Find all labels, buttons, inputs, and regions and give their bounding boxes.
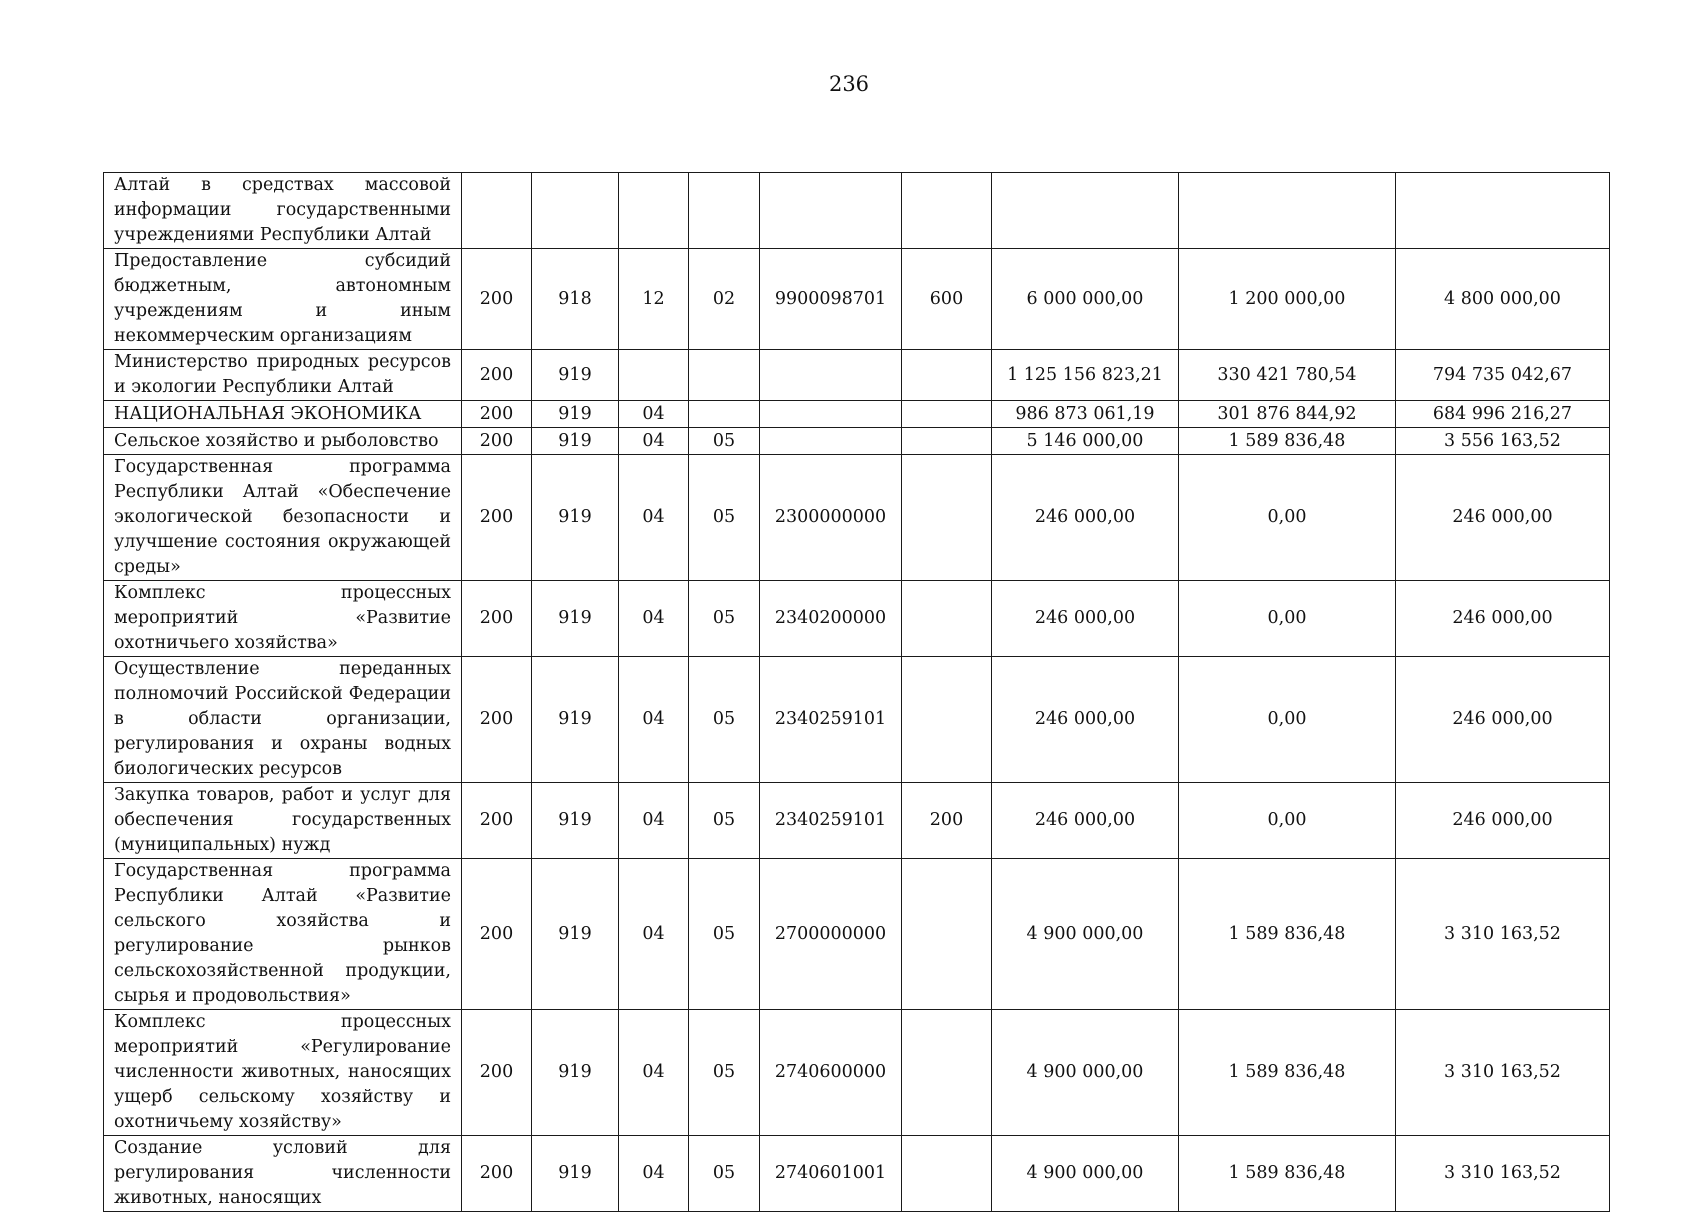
code-cell-c2: 919 bbox=[532, 401, 619, 428]
amount-cell-a2 bbox=[1179, 173, 1396, 249]
row-name-cell: Алтай в средствах массовой информации государственными учреждениями Республики Алтай bbox=[104, 173, 462, 249]
code-cell-c1: 200 bbox=[462, 428, 532, 455]
amount-cell-a2: 0,00 bbox=[1179, 455, 1396, 581]
code-cell-c2: 919 bbox=[532, 859, 619, 1010]
amount-cell-a2: 1 200 000,00 bbox=[1179, 249, 1396, 350]
table-row bbox=[104, 455, 1610, 581]
code-cell-c1: 200 bbox=[462, 249, 532, 350]
row-name-cell: Государственная программа Республики Алтай «Обеспечение экологической безопасности и улучшение состояния окружающей среды» bbox=[104, 455, 462, 581]
code-cell-c5 bbox=[760, 350, 902, 401]
amount-cell-a3: 246 000,00 bbox=[1396, 783, 1610, 859]
amount-cell-a2: 1 589 836,48 bbox=[1179, 1010, 1396, 1136]
code-cell-c2: 919 bbox=[532, 1136, 619, 1212]
table-row bbox=[104, 783, 1610, 859]
row-name-cell: НАЦИОНАЛЬНАЯ ЭКОНОМИКА bbox=[104, 401, 462, 428]
code-cell-c6 bbox=[902, 657, 992, 783]
row-name-cell: Предоставление субсидий бюджетным, автономным учреждениям и иным некоммерческим организациям bbox=[104, 249, 462, 350]
code-cell-c4 bbox=[689, 350, 760, 401]
code-cell-c3: 04 bbox=[619, 428, 689, 455]
amount-cell-a3: 794 735 042,67 bbox=[1396, 350, 1610, 401]
table-row bbox=[104, 859, 1610, 1010]
code-cell-c3: 12 bbox=[619, 249, 689, 350]
row-name-cell: Комплекс процессных мероприятий «Регулирование численности животных, наносящих ущерб сельскому хозяйству и охотничьему хозяйству» bbox=[104, 1010, 462, 1136]
table-row bbox=[104, 657, 1610, 783]
code-cell-c6 bbox=[902, 1136, 992, 1212]
amount-cell-a1 bbox=[992, 173, 1179, 249]
row-name-cell: Создание условий для регулирования численности животных, наносящих bbox=[104, 1136, 462, 1212]
code-cell-c5 bbox=[760, 173, 902, 249]
amount-cell-a3: 4 800 000,00 bbox=[1396, 249, 1610, 350]
code-cell-c2: 919 bbox=[532, 455, 619, 581]
amount-cell-a1: 986 873 061,19 bbox=[992, 401, 1179, 428]
amount-cell-a3: 3 556 163,52 bbox=[1396, 428, 1610, 455]
amount-cell-a3: 246 000,00 bbox=[1396, 455, 1610, 581]
code-cell-c2: 919 bbox=[532, 657, 619, 783]
code-cell-c6 bbox=[902, 173, 992, 249]
row-name-cell: Сельское хозяйство и рыболовство bbox=[104, 428, 462, 455]
table-row bbox=[104, 350, 1610, 401]
code-cell-c3 bbox=[619, 173, 689, 249]
code-cell-c3: 04 bbox=[619, 657, 689, 783]
code-cell-c6 bbox=[902, 859, 992, 1010]
code-cell-c3 bbox=[619, 350, 689, 401]
amount-cell-a1: 6 000 000,00 bbox=[992, 249, 1179, 350]
amount-cell-a2: 0,00 bbox=[1179, 581, 1396, 657]
code-cell-c1: 200 bbox=[462, 581, 532, 657]
code-cell-c1: 200 bbox=[462, 401, 532, 428]
amount-cell-a1: 246 000,00 bbox=[992, 455, 1179, 581]
code-cell-c4: 05 bbox=[689, 1136, 760, 1212]
code-cell-c3: 04 bbox=[619, 783, 689, 859]
code-cell-c1: 200 bbox=[462, 1136, 532, 1212]
amount-cell-a2: 1 589 836,48 bbox=[1179, 1136, 1396, 1212]
amount-cell-a3: 246 000,00 bbox=[1396, 581, 1610, 657]
code-cell-c3: 04 bbox=[619, 1010, 689, 1136]
amount-cell-a1: 4 900 000,00 bbox=[992, 859, 1179, 1010]
code-cell-c2: 919 bbox=[532, 1010, 619, 1136]
amount-cell-a3: 246 000,00 bbox=[1396, 657, 1610, 783]
table-row bbox=[104, 428, 1610, 455]
table-row bbox=[104, 1136, 1610, 1212]
amount-cell-a1: 246 000,00 bbox=[992, 581, 1179, 657]
code-cell-c6 bbox=[902, 350, 992, 401]
code-cell-c4: 02 bbox=[689, 249, 760, 350]
code-cell-c1: 200 bbox=[462, 859, 532, 1010]
code-cell-c4: 05 bbox=[689, 581, 760, 657]
code-cell-c5: 2340259101 bbox=[760, 783, 902, 859]
code-cell-c4: 05 bbox=[689, 657, 760, 783]
amount-cell-a3: 684 996 216,27 bbox=[1396, 401, 1610, 428]
code-cell-c6: 600 bbox=[902, 249, 992, 350]
table-row bbox=[104, 581, 1610, 657]
row-name-cell: Министерство природных ресурсов и экологии Республики Алтай bbox=[104, 350, 462, 401]
code-cell-c3: 04 bbox=[619, 581, 689, 657]
table-row bbox=[104, 173, 1610, 249]
code-cell-c6: 200 bbox=[902, 783, 992, 859]
amount-cell-a3: 3 310 163,52 bbox=[1396, 1010, 1610, 1136]
row-name-cell: Комплекс процессных мероприятий «Развитие охотничьего хозяйства» bbox=[104, 581, 462, 657]
code-cell-c5: 9900098701 bbox=[760, 249, 902, 350]
code-cell-c4 bbox=[689, 401, 760, 428]
code-cell-c6 bbox=[902, 401, 992, 428]
code-cell-c3: 04 bbox=[619, 1136, 689, 1212]
code-cell-c3: 04 bbox=[619, 859, 689, 1010]
code-cell-c6 bbox=[902, 428, 992, 455]
code-cell-c3: 04 bbox=[619, 401, 689, 428]
amount-cell-a1: 5 146 000,00 bbox=[992, 428, 1179, 455]
code-cell-c5: 2340200000 bbox=[760, 581, 902, 657]
code-cell-c2: 919 bbox=[532, 350, 619, 401]
amount-cell-a1: 246 000,00 bbox=[992, 657, 1179, 783]
page-number: 236 bbox=[828, 72, 870, 96]
amount-cell-a2: 1 589 836,48 bbox=[1179, 859, 1396, 1010]
code-cell-c5: 2740600000 bbox=[760, 1010, 902, 1136]
table-row bbox=[104, 401, 1610, 428]
code-cell-c5: 2700000000 bbox=[760, 859, 902, 1010]
budget-table bbox=[103, 172, 1610, 1212]
code-cell-c4: 05 bbox=[689, 455, 760, 581]
code-cell-c2: 919 bbox=[532, 581, 619, 657]
code-cell-c1: 200 bbox=[462, 657, 532, 783]
amount-cell-a1: 4 900 000,00 bbox=[992, 1136, 1179, 1212]
code-cell-c1: 200 bbox=[462, 455, 532, 581]
amount-cell-a3: 3 310 163,52 bbox=[1396, 1136, 1610, 1212]
amount-cell-a2: 0,00 bbox=[1179, 657, 1396, 783]
row-name-cell: Государственная программа Республики Алтай «Развитие сельского хозяйства и регулирование рынков сельскохозяйственной продукции, сырья и продовольствия» bbox=[104, 859, 462, 1010]
code-cell-c6 bbox=[902, 1010, 992, 1136]
code-cell-c2: 918 bbox=[532, 249, 619, 350]
amount-cell-a2: 301 876 844,92 bbox=[1179, 401, 1396, 428]
code-cell-c4: 05 bbox=[689, 428, 760, 455]
amount-cell-a3: 3 310 163,52 bbox=[1396, 859, 1610, 1010]
code-cell-c5: 2340259101 bbox=[760, 657, 902, 783]
code-cell-c2: 919 bbox=[532, 783, 619, 859]
amount-cell-a2: 330 421 780,54 bbox=[1179, 350, 1396, 401]
code-cell-c3: 04 bbox=[619, 455, 689, 581]
code-cell-c1 bbox=[462, 173, 532, 249]
code-cell-c1: 200 bbox=[462, 783, 532, 859]
table-row bbox=[104, 249, 1610, 350]
code-cell-c1: 200 bbox=[462, 1010, 532, 1136]
amount-cell-a1: 1 125 156 823,21 bbox=[992, 350, 1179, 401]
amount-cell-a1: 4 900 000,00 bbox=[992, 1010, 1179, 1136]
code-cell-c5 bbox=[760, 428, 902, 455]
amount-cell-a3 bbox=[1396, 173, 1610, 249]
code-cell-c5: 2300000000 bbox=[760, 455, 902, 581]
amount-cell-a2: 1 589 836,48 bbox=[1179, 428, 1396, 455]
code-cell-c4: 05 bbox=[689, 783, 760, 859]
code-cell-c2: 919 bbox=[532, 428, 619, 455]
code-cell-c4 bbox=[689, 173, 760, 249]
code-cell-c4: 05 bbox=[689, 1010, 760, 1136]
code-cell-c6 bbox=[902, 581, 992, 657]
code-cell-c1: 200 bbox=[462, 350, 532, 401]
amount-cell-a1: 246 000,00 bbox=[992, 783, 1179, 859]
code-cell-c4: 05 bbox=[689, 859, 760, 1010]
code-cell-c2 bbox=[532, 173, 619, 249]
table-row bbox=[104, 1010, 1610, 1136]
code-cell-c5: 2740601001 bbox=[760, 1136, 902, 1212]
row-name-cell: Осуществление переданных полномочий Российской Федерации в области организации, регулирования и охраны водных биологических ресурсов bbox=[104, 657, 462, 783]
amount-cell-a2: 0,00 bbox=[1179, 783, 1396, 859]
code-cell-c5 bbox=[760, 401, 902, 428]
row-name-cell: Закупка товаров, работ и услуг для обеспечения государственных (муниципальных) нужд bbox=[104, 783, 462, 859]
code-cell-c6 bbox=[902, 455, 992, 581]
